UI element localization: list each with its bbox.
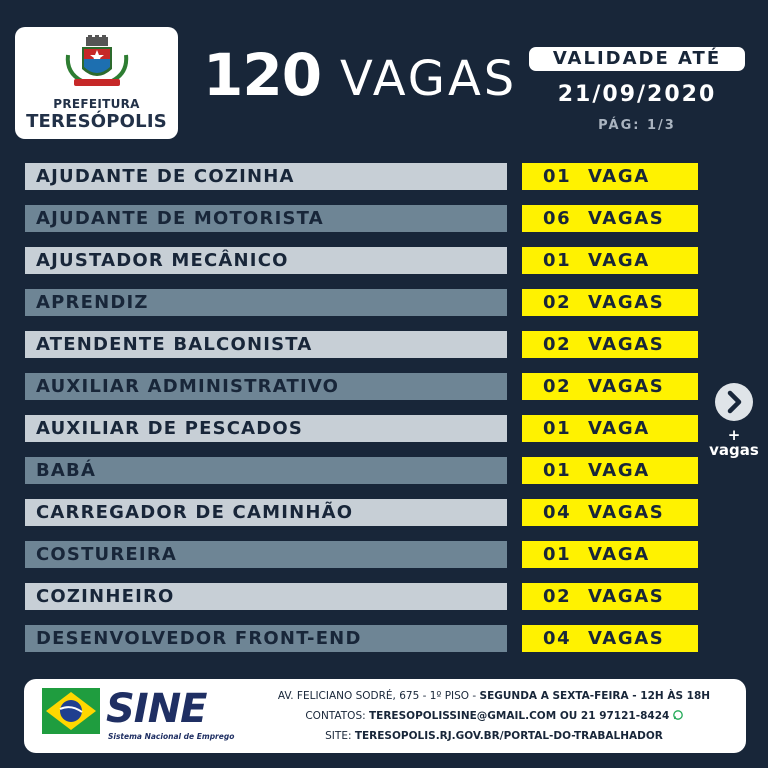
job-count bbox=[522, 373, 698, 400]
job-count-number: 06 bbox=[543, 208, 572, 229]
validity-date: 21/09/2020 bbox=[557, 82, 717, 107]
job-count-number: 01 bbox=[543, 460, 572, 481]
job-count-unit: VAGAS bbox=[588, 334, 665, 355]
job-count bbox=[522, 415, 698, 442]
job-count-unit: VAGAS bbox=[588, 586, 665, 607]
job-count-number: 02 bbox=[543, 376, 572, 397]
job-count bbox=[522, 457, 698, 484]
prefeitura-logo bbox=[15, 27, 178, 139]
coat-of-arms-icon bbox=[62, 35, 132, 93]
job-title: AJUSTADOR MECÂNICO bbox=[25, 247, 507, 274]
job-count-unit: VAGAS bbox=[588, 376, 665, 397]
job-count bbox=[522, 541, 698, 568]
site-line bbox=[249, 730, 739, 742]
job-title: AJUDANTE DE COZINHA bbox=[25, 163, 507, 190]
job-count-unit: VAGA bbox=[588, 544, 650, 565]
job-count-number: 01 bbox=[543, 418, 572, 439]
job-title: BABÁ bbox=[25, 457, 507, 484]
page-indicator: PÁG: 1/3 bbox=[598, 118, 676, 133]
validity-label: VALIDADE ATÉ bbox=[529, 47, 745, 71]
sine-brand: SINE bbox=[106, 686, 207, 732]
job-title: AUXILIAR DE PESCADOS bbox=[25, 415, 507, 442]
site-link[interactable]: TERESOPOLIS.RJ.GOV.BR/PORTAL-DO-TRABALHADOR bbox=[354, 730, 663, 742]
job-count-number: 02 bbox=[543, 334, 572, 355]
job-count-unit: VAGAS bbox=[588, 208, 665, 229]
job-count-number: 01 bbox=[543, 250, 572, 271]
next-page-button[interactable] bbox=[715, 383, 753, 421]
job-count bbox=[522, 163, 698, 190]
job-title: CARREGADOR DE CAMINHÃO bbox=[25, 499, 507, 526]
job-count bbox=[522, 205, 698, 232]
contacts-label: CONTATOS: bbox=[305, 710, 369, 722]
site-label: SITE: bbox=[325, 730, 355, 742]
job-count-unit: VAGA bbox=[588, 166, 650, 187]
job-count-number: 04 bbox=[543, 502, 572, 523]
address: AV. FELICIANO SODRÉ, 675 - 1º PISO - bbox=[277, 690, 480, 702]
sine-flag-icon bbox=[42, 688, 100, 734]
job-title: COSTUREIRA bbox=[25, 541, 507, 568]
sine-subtitle: Sistema Nacional de Emprego bbox=[108, 732, 235, 741]
job-count bbox=[522, 289, 698, 316]
job-count-number: 01 bbox=[543, 544, 572, 565]
more-plus: + bbox=[727, 426, 741, 444]
logo-line-teresopolis: TERESÓPOLIS bbox=[26, 111, 167, 132]
whatsapp-icon bbox=[673, 710, 683, 720]
job-count-number: 01 bbox=[543, 166, 572, 187]
job-count-number: 02 bbox=[543, 292, 572, 313]
contacts: TERESOPOLISSINE@GMAIL.COM OU 21 97121-8424 bbox=[368, 710, 670, 722]
job-count bbox=[522, 583, 698, 610]
more-text: vagas bbox=[709, 441, 759, 459]
job-count-number: 02 bbox=[543, 586, 572, 607]
job-title: AJUDANTE DE MOTORISTA bbox=[25, 205, 507, 232]
chevron-right-icon bbox=[715, 383, 753, 421]
job-count bbox=[522, 625, 698, 652]
hours: SEGUNDA A SEXTA-FEIRA - 12H ÀS 18H bbox=[479, 690, 711, 702]
job-count-unit: VAGA bbox=[588, 460, 650, 481]
job-count-number: 04 bbox=[543, 628, 572, 649]
address-line bbox=[249, 690, 739, 702]
job-count bbox=[522, 331, 698, 358]
job-count-unit: VAGA bbox=[588, 250, 650, 271]
job-count-unit: VAGAS bbox=[588, 292, 665, 313]
job-title: COZINHEIRO bbox=[25, 583, 507, 610]
footer-card bbox=[24, 679, 746, 753]
contacts-line bbox=[249, 710, 739, 722]
job-title: ATENDENTE BALCONISTA bbox=[25, 331, 507, 358]
job-count-unit: VAGAS bbox=[588, 502, 665, 523]
total-vacancies-word: VAGAS bbox=[340, 51, 518, 107]
job-count bbox=[522, 247, 698, 274]
job-count-unit: VAGA bbox=[588, 418, 650, 439]
job-count-unit: VAGAS bbox=[588, 628, 665, 649]
job-count bbox=[522, 499, 698, 526]
more-vacancies-label bbox=[700, 428, 768, 458]
job-title: AUXILIAR ADMINISTRATIVO bbox=[25, 373, 507, 400]
job-title: DESENVOLVEDOR FRONT-END bbox=[25, 625, 507, 652]
job-title: APRENDIZ bbox=[25, 289, 507, 316]
logo-line-prefeitura: PREFEITURA bbox=[53, 97, 140, 111]
total-vacancies-number: 120 bbox=[203, 41, 322, 109]
